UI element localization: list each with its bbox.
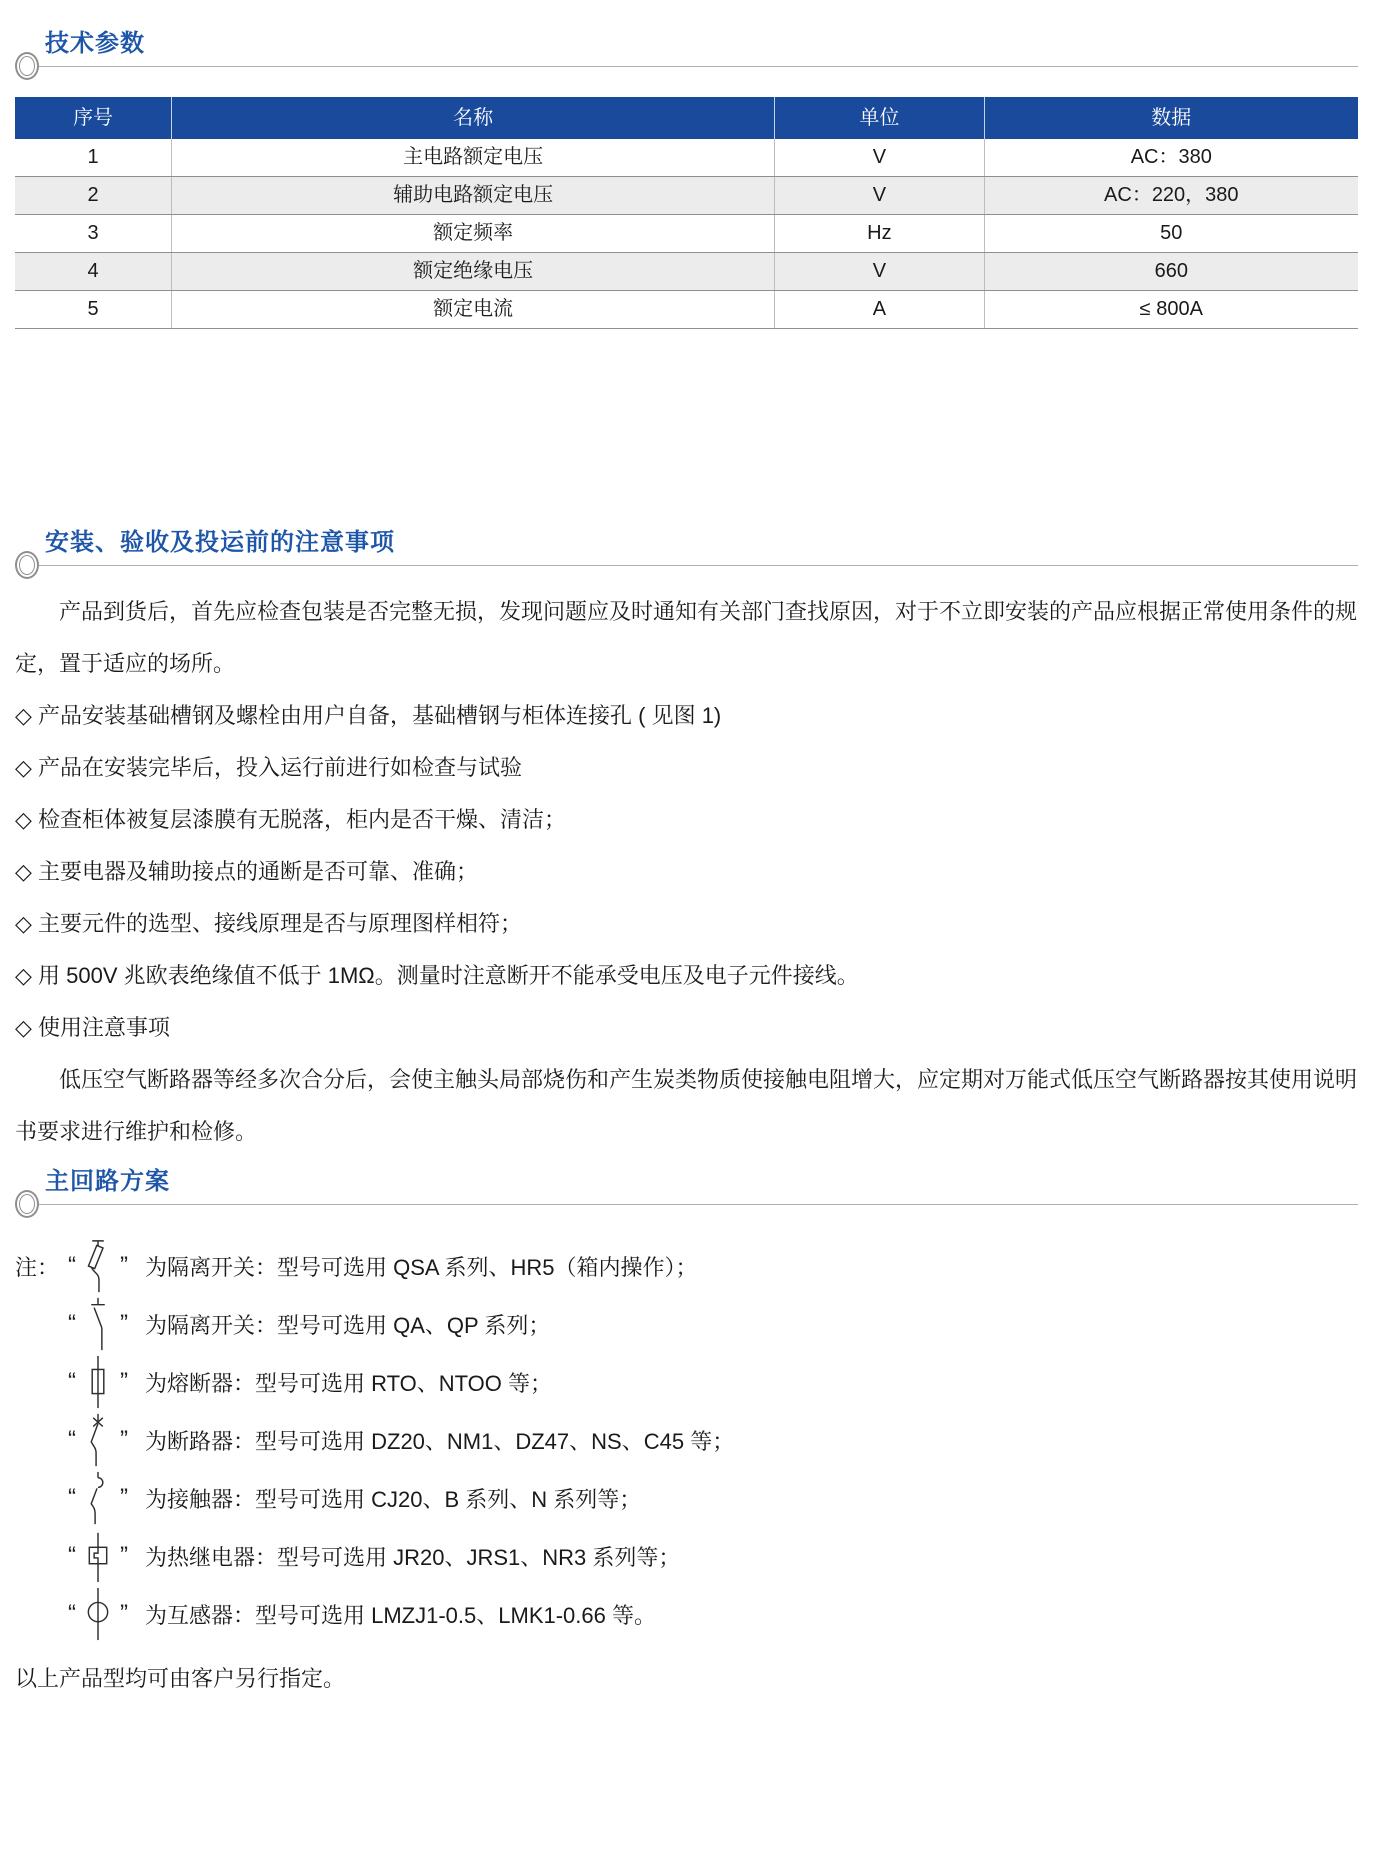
- cell-name: 额定电流: [172, 291, 775, 328]
- table-row: [15, 215, 1358, 253]
- section-tech-header: [15, 28, 1358, 81]
- note-label: 注：: [15, 1254, 60, 1280]
- close-quote: ”: [120, 1542, 128, 1569]
- bullet-item: ◇ 主要电器及辅助接点的通断是否可靠、准确；: [15, 859, 479, 884]
- cell-unit: V: [775, 177, 985, 214]
- close-quote: ”: [120, 1484, 128, 1511]
- open-quote: “: [68, 1600, 76, 1627]
- cell-name: 辅助电路额定电压: [172, 177, 775, 214]
- note-row: [15, 1585, 1358, 1643]
- cell-index: 5: [15, 291, 172, 328]
- tech-parameters-table: [15, 97, 1358, 329]
- contactor-icon: [81, 1469, 115, 1527]
- rule-line: [39, 1204, 1358, 1205]
- close-quote: ”: [120, 1368, 128, 1395]
- cell-data: AC：380: [1130, 146, 1212, 168]
- note-text: 为接触器：型号可选用 CJ20、B 系列、N 系列等；: [145, 1486, 642, 1512]
- circuit-breaker-icon: [81, 1411, 115, 1469]
- fuse-icon: [81, 1353, 115, 1411]
- note-row: [15, 1469, 1358, 1527]
- open-quote: “: [68, 1310, 76, 1337]
- open-quote: “: [68, 1252, 76, 1279]
- cell-unit: V: [775, 253, 985, 290]
- ring-bullet-icon: [15, 52, 39, 80]
- cell-name: 主电路额定电压: [172, 139, 775, 176]
- table-row: [15, 253, 1358, 291]
- open-quote: “: [68, 1426, 76, 1453]
- close-quote: ”: [120, 1252, 128, 1279]
- column-header: 名称: [172, 97, 775, 139]
- section-circuit-title: 主回路方案: [45, 1168, 170, 1195]
- circuit-symbol-notes: [15, 1237, 1358, 1643]
- cell-data: 50: [1160, 222, 1183, 244]
- spacer: [15, 1158, 1358, 1166]
- bullet-item: ◇ 主要元件的选型、接线原理是否与原理图样相符；: [15, 911, 523, 936]
- bullet-item: ◇ 用 500V 兆欧表绝缘值不低于 1MΩ。测量时注意断开不能承受电压及电子元件接线。: [15, 963, 859, 988]
- note-text: 为热继电器：型号可选用 JR20、JRS1、NR3 系列等；: [145, 1544, 681, 1570]
- section-circuit-header: [15, 1166, 1358, 1219]
- cell-data: 660: [1154, 260, 1188, 282]
- note-text: 为断路器：型号可选用 DZ20、NM1、DZ47、NS、C45 等；: [145, 1428, 735, 1454]
- install-notice-text: [15, 586, 1358, 1158]
- cell-index: 1: [15, 139, 172, 176]
- cell-index: 3: [15, 215, 172, 252]
- cell-index: 2: [15, 177, 172, 214]
- cell-unit: Hz: [775, 215, 985, 252]
- note-row: [15, 1527, 1358, 1585]
- close-quote: ”: [120, 1426, 128, 1453]
- spacer: [15, 329, 1358, 527]
- section-rule: [15, 51, 1358, 81]
- table-row: [15, 177, 1358, 215]
- open-quote: “: [68, 1484, 76, 1511]
- section-rule: [15, 1189, 1358, 1219]
- cell-name: 额定绝缘电压: [172, 253, 775, 290]
- note-row: [15, 1295, 1358, 1353]
- cell-name: 额定频率: [172, 215, 775, 252]
- close-quote: ”: [120, 1600, 128, 1627]
- ring-bullet-icon: [15, 551, 39, 579]
- paragraph: 低压空气断路器等经多次合分后，会使主触头局部烧伤和产生炭类物质使接触电阻增大，应定期对万能式低压空气断路器按其使用说明书要求进行维护和检修。: [15, 1067, 1358, 1144]
- cell-unit: A: [775, 291, 985, 328]
- bullet-item: ◇ 产品在安装完毕后，投入运行前进行如检查与试验: [15, 755, 523, 780]
- note-row: [15, 1237, 1358, 1295]
- isolator-switch-icon: [81, 1295, 115, 1353]
- rule-line: [39, 66, 1358, 67]
- thermal-relay-icon: [81, 1527, 115, 1585]
- paragraph: 产品到货后，首先应检查包装是否完整无损，发现问题应及时通知有关部门查找原因，对于不立即安装的产品应根据正常使用条件的规定，置于适应的场所。: [15, 599, 1358, 676]
- ring-bullet-icon: [15, 1190, 39, 1218]
- section-install-title: 安装、验收及投运前的注意事项: [45, 529, 395, 556]
- table-row: [15, 291, 1358, 329]
- rule-line: [39, 565, 1358, 566]
- cell-data: AC：220，380: [1104, 184, 1239, 206]
- cell-data: ≤ 800A: [1139, 298, 1203, 320]
- current-transformer-icon: [81, 1585, 115, 1643]
- note-text: 为互感器：型号可选用 LMZJ1-0.5、LMK1-0.66 等。: [145, 1602, 656, 1628]
- bullet-item: ◇ 产品安装基础槽钢及螺栓由用户自备，基础槽钢与柜体连接孔 ( 见图 1): [15, 703, 722, 728]
- cell-unit: V: [775, 139, 985, 176]
- open-quote: “: [68, 1542, 76, 1569]
- column-header: 数据: [1151, 107, 1192, 129]
- close-quote: ”: [120, 1310, 128, 1337]
- cell-index: 4: [15, 253, 172, 290]
- section-install-header: [15, 527, 1358, 580]
- isolator-fuse-switch-icon: [81, 1237, 115, 1295]
- note-row: [15, 1411, 1358, 1469]
- note-text: 为熔断器：型号可选用 RTO、NTOO 等；: [145, 1370, 553, 1396]
- note-row: [15, 1353, 1358, 1411]
- note-text: 为隔离开关：型号可选用 QSA 系列、HR5（箱内操作）；: [145, 1254, 698, 1280]
- table-row: [15, 139, 1358, 177]
- open-quote: “: [68, 1368, 76, 1395]
- bullet-item: ◇ 使用注意事项: [15, 1015, 171, 1040]
- bullet-item: ◇ 检查柜体被复层漆膜有无脱落，柜内是否干燥、清洁；: [15, 807, 567, 832]
- section-tech-title: 技术参数: [45, 30, 145, 57]
- note-text: 为隔离开关：型号可选用 QA、QP 系列；: [145, 1312, 551, 1338]
- column-header: 序号: [15, 97, 172, 139]
- column-header: 单位: [775, 97, 985, 139]
- table-header-row: [15, 97, 1358, 139]
- circuit-footer-note: 以上产品型均可由客户另行指定。: [15, 1666, 346, 1691]
